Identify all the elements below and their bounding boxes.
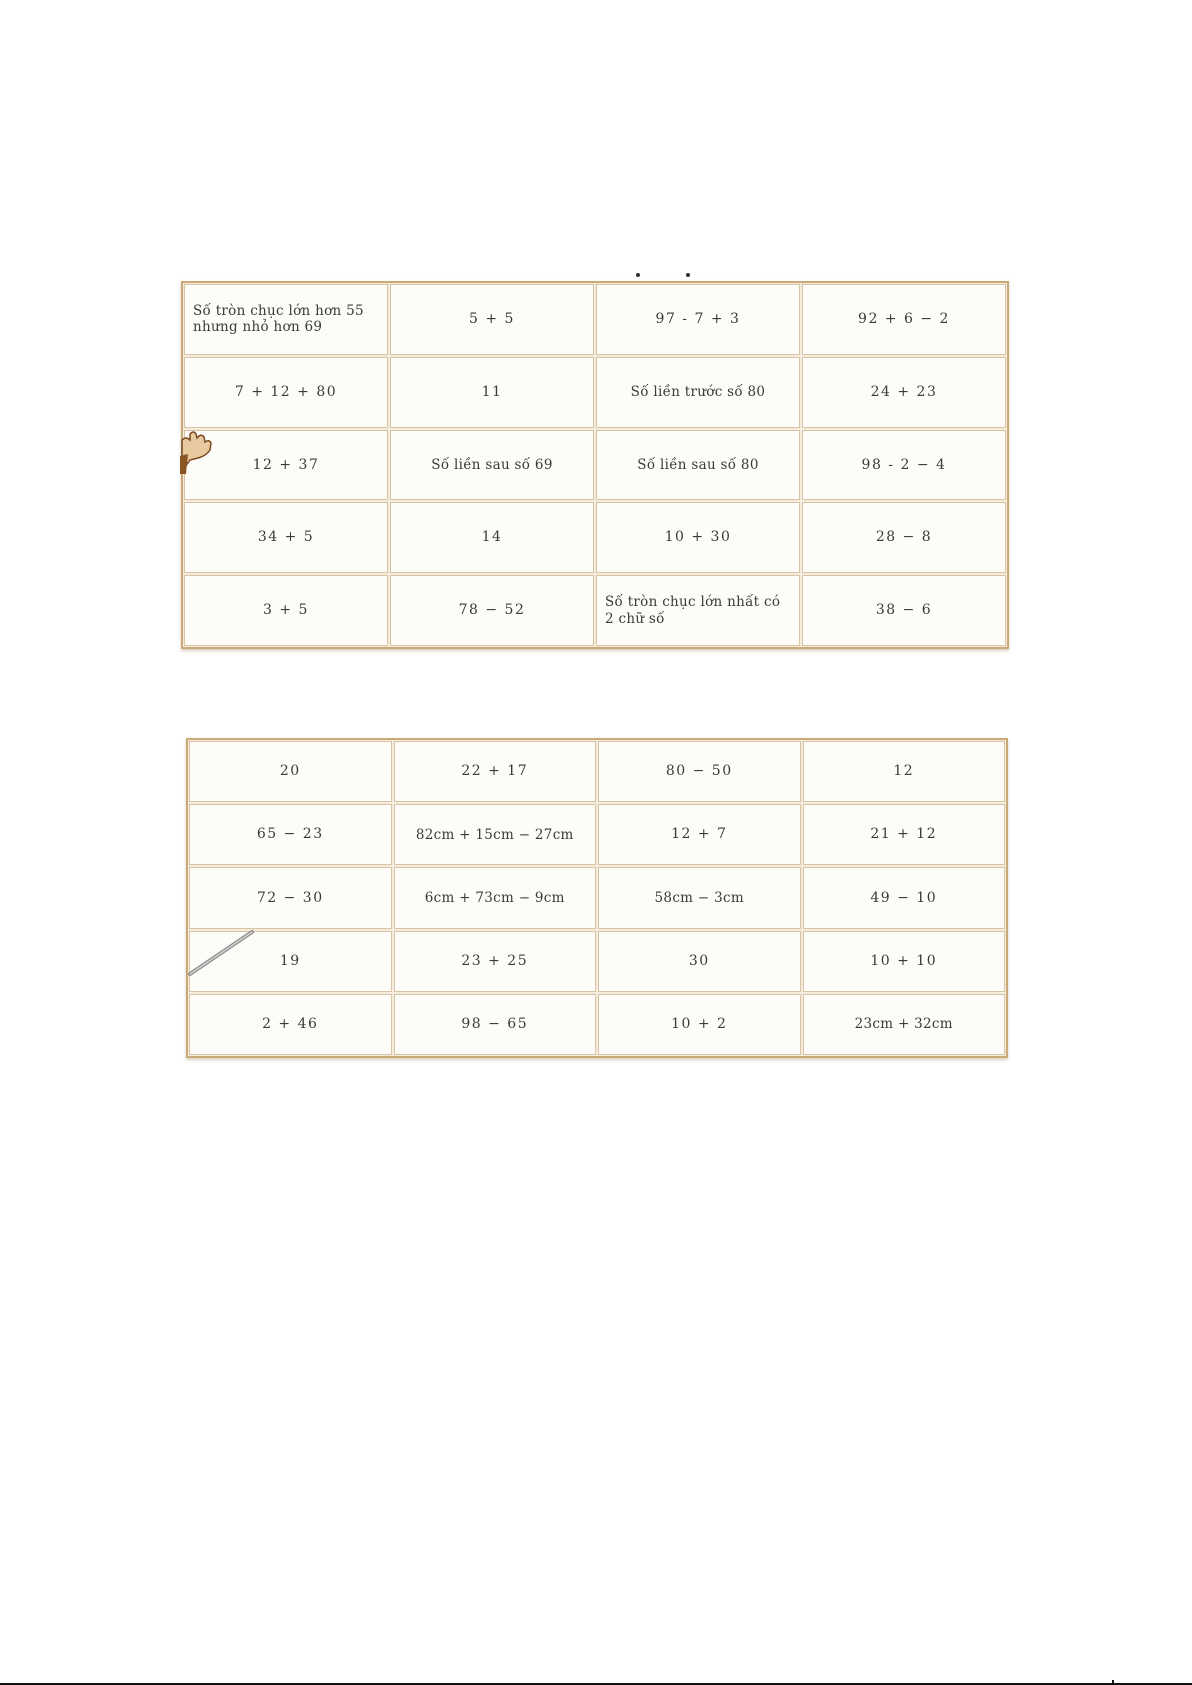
card-cell[interactable]: 98 - 2 − 4 [802, 430, 1006, 501]
card-cell[interactable]: Số liền sau số 80 [596, 430, 800, 501]
card-cell[interactable]: 30 [598, 931, 801, 992]
card-cell[interactable]: Số liền sau số 69 [390, 430, 594, 501]
card-cell[interactable]: 34 + 5 [184, 502, 388, 573]
pencil-icon [188, 930, 256, 976]
math-card-grid-2 [186, 738, 1008, 1058]
card-cell[interactable]: 58cm − 3cm [598, 867, 801, 928]
card-cell[interactable]: 3 + 5 [184, 575, 388, 646]
card-cell[interactable]: 78 − 52 [390, 575, 594, 646]
card-cell[interactable]: 82cm + 15cm − 27cm [394, 804, 597, 865]
card-cell[interactable]: 72 − 30 [189, 867, 392, 928]
card-cell[interactable]: 5 + 5 [390, 284, 594, 355]
card-cell[interactable]: 7 + 12 + 80 [184, 357, 388, 428]
card-cell[interactable]: 92 + 6 − 2 [802, 284, 1006, 355]
card-cell[interactable]: 65 − 23 [189, 804, 392, 865]
card-cell[interactable]: 20 [189, 741, 392, 802]
card-cell[interactable]: 23 + 25 [394, 931, 597, 992]
page-footer-tick [1112, 1680, 1114, 1685]
card-cell[interactable]: Số liền trước số 80 [596, 357, 800, 428]
card-cell[interactable]: 98 − 65 [394, 994, 597, 1055]
card-cell[interactable]: 2 + 46 [189, 994, 392, 1055]
card-cell[interactable]: Số tròn chục lớn nhất có 2 chữ số [596, 575, 800, 646]
hand-icon [180, 430, 216, 474]
card-cell[interactable]: 10 + 10 [803, 931, 1006, 992]
math-card-grid-1 [181, 281, 1009, 649]
card-cell[interactable]: 21 + 12 [803, 804, 1006, 865]
decorative-dots [633, 272, 693, 278]
card-cell[interactable]: 10 + 30 [596, 502, 800, 573]
card-cell[interactable]: 12 + 7 [598, 804, 801, 865]
card-cell[interactable]: 19 [189, 931, 392, 992]
card-cell[interactable]: 11 [390, 357, 594, 428]
card-cell[interactable]: 97 - 7 + 3 [596, 284, 800, 355]
card-cell[interactable]: 23cm + 32cm [803, 994, 1006, 1055]
card-cell[interactable]: 38 − 6 [802, 575, 1006, 646]
card-cell[interactable]: 14 [390, 502, 594, 573]
card-cell[interactable]: 80 − 50 [598, 741, 801, 802]
card-cell[interactable]: 6cm + 73cm − 9cm [394, 867, 597, 928]
card-cell[interactable]: 22 + 17 [394, 741, 597, 802]
card-cell[interactable]: 12 + 37 [184, 430, 388, 501]
card-cell[interactable]: Số tròn chục lớn hơn 55 nhưng nhỏ hơn 69 [184, 284, 388, 355]
card-cell[interactable]: 49 − 10 [803, 867, 1006, 928]
card-cell[interactable]: 12 [803, 741, 1006, 802]
card-cell[interactable]: 28 − 8 [802, 502, 1006, 573]
card-cell[interactable]: 24 + 23 [802, 357, 1006, 428]
card-cell[interactable]: 10 + 2 [598, 994, 801, 1055]
